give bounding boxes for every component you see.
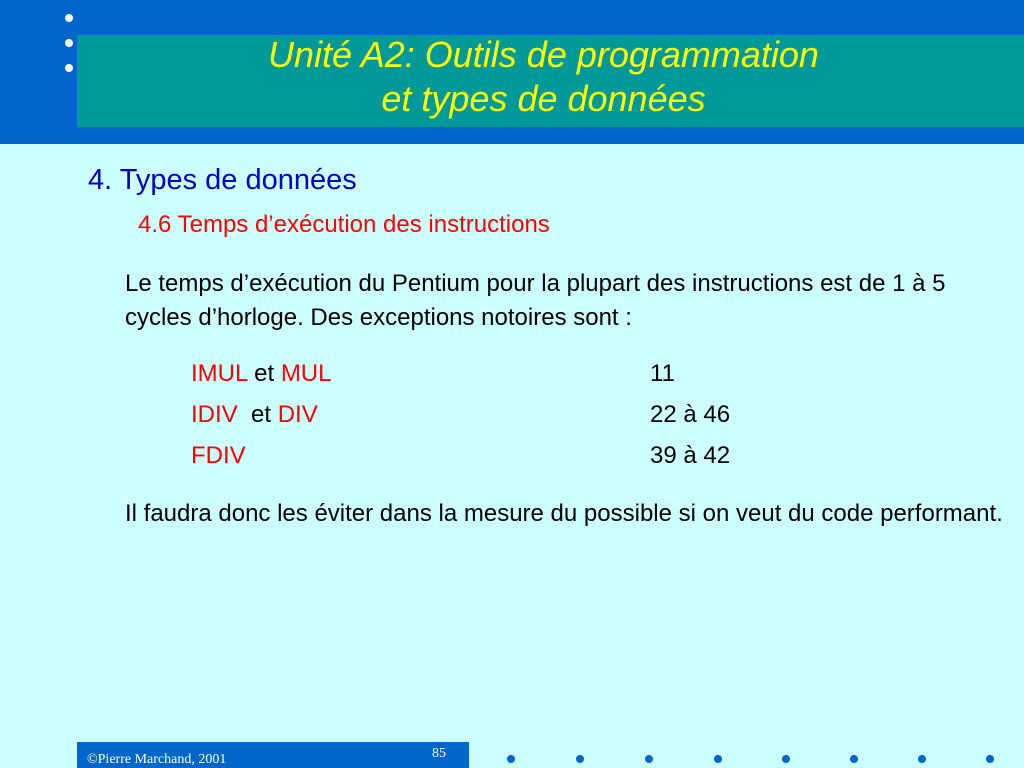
exception-row xyxy=(191,398,891,432)
slide-title-line-1: Unité A2: Outils de programmation xyxy=(268,34,819,75)
copyright-text: ©Pierre Marchand, 2001 xyxy=(87,752,227,767)
bullet-dot-icon xyxy=(65,14,73,22)
conjunction: et xyxy=(237,401,278,428)
instruction-names xyxy=(191,439,246,473)
instruction-name: DIV xyxy=(277,401,318,428)
cycle-count: 22 à 46 xyxy=(650,401,731,428)
instruction-name: MUL xyxy=(280,360,332,387)
conjunction: et xyxy=(247,360,281,387)
cycle-count: 39 à 42 xyxy=(650,442,731,469)
subsection-heading: 4.6 Temps d’exécution des instructions xyxy=(138,211,550,238)
instruction-name: IMUL xyxy=(191,360,248,387)
instruction-name: IDIV xyxy=(191,401,238,428)
section-heading: 4. Types de données xyxy=(88,164,357,196)
exception-row xyxy=(191,439,891,473)
footer-dot-icon xyxy=(782,755,790,763)
intro-paragraph: Le temps d’exécution du Pentium pour la plupart des instructions est de 1 à 5 cycles d’horloge. Des exceptions notoires sont : xyxy=(125,270,946,331)
instruction-names xyxy=(191,357,331,391)
title-box xyxy=(77,35,1024,127)
cycle-count: 11 xyxy=(650,360,675,387)
conclusion-paragraph: Il faudra donc les éviter dans la mesure du possible si on veut du code performant. xyxy=(125,500,1003,527)
exception-row xyxy=(191,357,891,391)
footer-dot-icon xyxy=(986,755,994,763)
slide-title-line-2: et types de données xyxy=(381,78,706,119)
page-number: 85 xyxy=(432,746,446,761)
footer-dot-icon xyxy=(850,755,858,763)
instruction-names xyxy=(191,398,318,432)
footer-dot-icon xyxy=(576,755,584,763)
footer-dot-icon xyxy=(507,755,515,763)
instruction-name: FDIV xyxy=(191,442,246,469)
footer-dot-icon xyxy=(918,755,926,763)
footer-dot-icon xyxy=(645,755,653,763)
footer-dot-icon xyxy=(714,755,722,763)
